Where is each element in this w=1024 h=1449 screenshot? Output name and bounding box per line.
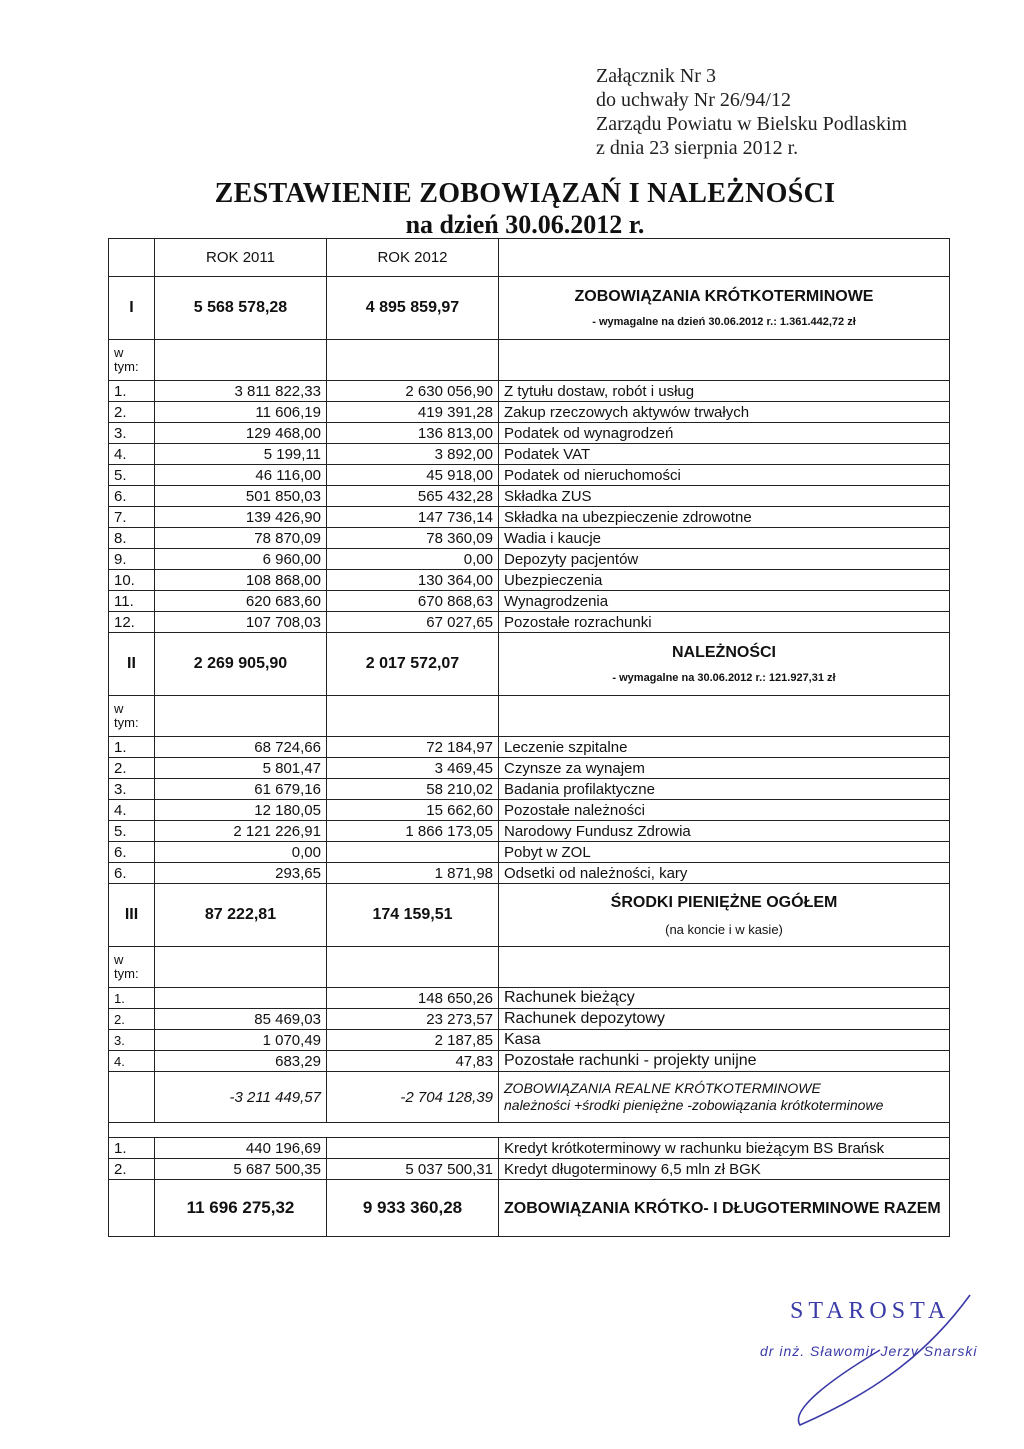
receivables-label: NALEŻNOŚCI xyxy=(672,644,776,661)
row-value-2011: 46 116,00 xyxy=(155,465,327,486)
row-number: 1. xyxy=(109,381,155,402)
table-row xyxy=(109,444,950,465)
credit-value-2011: 440 196,69 xyxy=(155,1138,327,1159)
row-value-2012: 23 273,57 xyxy=(327,1009,499,1030)
row-number: 1. xyxy=(109,737,155,758)
row-label: Wynagrodzenia xyxy=(499,591,950,612)
cash-wtym-empty-1 xyxy=(155,947,327,988)
cash-summary-row xyxy=(109,884,950,947)
table-row xyxy=(109,381,950,402)
spacer-row xyxy=(109,1123,950,1138)
row-value-2012: 0,00 xyxy=(327,549,499,570)
liabilities-label-cell xyxy=(499,277,950,340)
header-row xyxy=(109,239,950,277)
stamp-name: dr inż. Sławomir Jerzy Snarski xyxy=(760,1343,978,1359)
table-row xyxy=(109,486,950,507)
header-empty-cell xyxy=(109,239,155,277)
table-row xyxy=(109,549,950,570)
row-value-2011: 85 469,03 xyxy=(155,1009,327,1030)
receivables-roman: II xyxy=(109,633,155,696)
document-date-title: na dzień 30.06.2012 r. xyxy=(405,210,645,239)
table-row xyxy=(109,800,950,821)
spacer-cell xyxy=(109,1123,950,1138)
row-value-2012: 47,83 xyxy=(327,1051,499,1072)
table-row xyxy=(109,988,950,1009)
row-number: 1. xyxy=(109,988,155,1009)
table-row xyxy=(109,528,950,549)
row-value-2011: 139 426,90 xyxy=(155,507,327,528)
row-number: 5. xyxy=(109,465,155,486)
credit-number: 2. xyxy=(109,1159,155,1180)
row-label: Pozostałe należności xyxy=(499,800,950,821)
liabilities-total-2011: 5 568 578,28 xyxy=(155,277,327,340)
row-value-2012: 2 187,85 xyxy=(327,1030,499,1051)
row-value-2011 xyxy=(155,988,327,1009)
receivables-wtym-label: w tym: xyxy=(109,696,155,737)
row-number: 3. xyxy=(109,1030,155,1051)
row-value-2011: 1 070,49 xyxy=(155,1030,327,1051)
row-value-2012: 1 866 173,05 xyxy=(327,821,499,842)
liabilities-table xyxy=(108,238,950,1237)
row-value-2011: 11 606,19 xyxy=(155,402,327,423)
credit-value-2011: 5 687 500,35 xyxy=(155,1159,327,1180)
row-number: 2. xyxy=(109,758,155,779)
row-label: Czynsze za wynajem xyxy=(499,758,950,779)
receivables-wtym-empty-1 xyxy=(155,696,327,737)
net-liabilities-row xyxy=(109,1072,950,1123)
row-number: 4. xyxy=(109,1051,155,1072)
table-row xyxy=(109,779,950,800)
receivables-summary-row xyxy=(109,633,950,696)
row-value-2011: 0,00 xyxy=(155,842,327,863)
row-value-2012: 670 868,63 xyxy=(327,591,499,612)
liabilities-summary-row xyxy=(109,277,950,340)
row-number: 4. xyxy=(109,800,155,821)
row-value-2012 xyxy=(327,842,499,863)
row-label: Pozostałe rozrachunki xyxy=(499,612,950,633)
row-label: Pobyt w ZOL xyxy=(499,842,950,863)
row-value-2011: 5 199,11 xyxy=(155,444,327,465)
table-row xyxy=(109,737,950,758)
attachment-header xyxy=(596,64,996,160)
table-row xyxy=(109,842,950,863)
row-value-2011: 107 708,03 xyxy=(155,612,327,633)
row-label: Składka na ubezpieczenie zdrowotne xyxy=(499,507,950,528)
table-row xyxy=(109,1009,950,1030)
liabilities-wtym-empty-1 xyxy=(155,340,327,381)
net-label: ZOBOWIĄZANIA REALNE KRÓTKOTERMINOWE xyxy=(504,1080,821,1096)
row-value-2011: 293,65 xyxy=(155,863,327,884)
cash-total-2012: 174 159,51 xyxy=(327,884,499,947)
row-number: 2. xyxy=(109,402,155,423)
liabilities-sublabel: - wymagalne na dzień 30.06.2012 r.: 1.361.442,72 zł xyxy=(592,316,856,328)
row-value-2011: 68 724,66 xyxy=(155,737,327,758)
receivables-label-cell xyxy=(499,633,950,696)
receivables-wtym-empty-2 xyxy=(327,696,499,737)
cash-wtym-row xyxy=(109,947,950,988)
net-sublabel: należności +środki pieniężne -zobowiązania krótkoterminowe xyxy=(504,1097,884,1113)
row-value-2012: 130 364,00 xyxy=(327,570,499,591)
cash-label-cell xyxy=(499,884,950,947)
cash-label: ŚRODKI PIENIĘŻNE OGÓŁEM xyxy=(610,893,838,911)
liabilities-roman: I xyxy=(109,277,155,340)
table-row xyxy=(109,758,950,779)
row-label: Ubezpieczenia xyxy=(499,570,950,591)
row-value-2012: 136 813,00 xyxy=(327,423,499,444)
header-2012: ROK 2012 xyxy=(327,239,499,277)
row-number: 10. xyxy=(109,570,155,591)
row-label: Rachunek depozytowy xyxy=(499,1009,950,1030)
row-number: 6. xyxy=(109,863,155,884)
row-value-2012: 147 736,14 xyxy=(327,507,499,528)
net-value-2011: -3 211 449,57 xyxy=(155,1072,327,1123)
row-label: Pozostałe rachunki - projekty unijne xyxy=(499,1051,950,1072)
liabilities-wtym-label: w tym: xyxy=(109,340,155,381)
receivables-total-2012: 2 017 572,07 xyxy=(327,633,499,696)
row-value-2012: 565 432,28 xyxy=(327,486,499,507)
attachment-line-3: Zarządu Powiatu w Bielsku Podlaskim xyxy=(596,113,908,135)
row-label: Z tytułu dostaw, robót i usług xyxy=(499,381,950,402)
table-row xyxy=(109,402,950,423)
row-value-2012: 45 918,00 xyxy=(327,465,499,486)
row-value-2011: 2 121 226,91 xyxy=(155,821,327,842)
net-empty-cell xyxy=(109,1072,155,1123)
attachment-line-1: Załącznik Nr 3 xyxy=(596,65,716,87)
liabilities-wtym-empty-2 xyxy=(327,340,499,381)
row-value-2012: 2 630 056,90 xyxy=(327,381,499,402)
header-2011: ROK 2011 xyxy=(155,239,327,277)
row-label: Narodowy Fundusz Zdrowia xyxy=(499,821,950,842)
row-number: 3. xyxy=(109,423,155,444)
credit-label: Kredyt długoterminowy 6,5 mln zł BGK xyxy=(499,1159,950,1180)
row-value-2012: 58 210,02 xyxy=(327,779,499,800)
credit-row xyxy=(109,1138,950,1159)
row-value-2011: 129 468,00 xyxy=(155,423,327,444)
credit-row xyxy=(109,1159,950,1180)
receivables-sublabel: - wymagalne na 30.06.2012 r.: 121.927,31 zł xyxy=(612,672,836,684)
row-value-2011: 501 850,03 xyxy=(155,486,327,507)
row-value-2012: 148 650,26 xyxy=(327,988,499,1009)
row-value-2011: 683,29 xyxy=(155,1051,327,1072)
table-row xyxy=(109,591,950,612)
row-value-2011: 6 960,00 xyxy=(155,549,327,570)
row-number: 12. xyxy=(109,612,155,633)
total-value-2011: 11 696 275,32 xyxy=(155,1180,327,1237)
row-value-2012: 3 892,00 xyxy=(327,444,499,465)
total-row xyxy=(109,1180,950,1237)
table-row xyxy=(109,507,950,528)
table-row xyxy=(109,863,950,884)
row-label: Leczenie szpitalne xyxy=(499,737,950,758)
table-row xyxy=(109,612,950,633)
row-value-2012: 3 469,45 xyxy=(327,758,499,779)
liabilities-total-2012: 4 895 859,97 xyxy=(327,277,499,340)
stamp-title: STAROSTA xyxy=(790,1298,951,1324)
header-label-cell xyxy=(499,239,950,277)
table-row xyxy=(109,1030,950,1051)
row-number: 5. xyxy=(109,821,155,842)
table-row xyxy=(109,465,950,486)
row-value-2012: 1 871,98 xyxy=(327,863,499,884)
row-label: Zakup rzeczowych aktywów trwałych xyxy=(499,402,950,423)
row-value-2012: 72 184,97 xyxy=(327,737,499,758)
row-number: 3. xyxy=(109,779,155,800)
total-label: ZOBOWIĄZANIA KRÓTKO- I DŁUGOTERMINOWE RAZEM xyxy=(499,1180,950,1237)
receivables-total-2011: 2 269 905,90 xyxy=(155,633,327,696)
row-number: 6. xyxy=(109,842,155,863)
row-value-2011: 3 811 822,33 xyxy=(155,381,327,402)
row-label: Badania profilaktyczne xyxy=(499,779,950,800)
document-title: ZESTAWIENIE ZOBOWIĄZAŃ I NALEŻNOŚCI xyxy=(214,178,836,209)
liabilities-label: ZOBOWIĄZANIA KRÓTKOTERMINOWE xyxy=(574,288,874,305)
row-label: Podatek od wynagrodzeń xyxy=(499,423,950,444)
credit-value-2012: 5 037 500,31 xyxy=(327,1159,499,1180)
total-value-2012: 9 933 360,28 xyxy=(327,1180,499,1237)
row-label: Podatek od nieruchomości xyxy=(499,465,950,486)
table-row xyxy=(109,821,950,842)
table-row xyxy=(109,1051,950,1072)
row-value-2012: 67 027,65 xyxy=(327,612,499,633)
row-number: 8. xyxy=(109,528,155,549)
row-label: Składka ZUS xyxy=(499,486,950,507)
row-value-2011: 12 180,05 xyxy=(155,800,327,821)
row-number: 11. xyxy=(109,591,155,612)
row-label: Depozyty pacjentów xyxy=(499,549,950,570)
net-value-2012: -2 704 128,39 xyxy=(327,1072,499,1123)
receivables-wtym-row xyxy=(109,696,950,737)
liabilities-wtym-empty-3 xyxy=(499,340,950,381)
row-value-2012: 78 360,09 xyxy=(327,528,499,549)
table-row xyxy=(109,570,950,591)
total-empty-cell xyxy=(109,1180,155,1237)
row-label: Kasa xyxy=(499,1030,950,1051)
row-label: Podatek VAT xyxy=(499,444,950,465)
row-label: Odsetki od należności, kary xyxy=(499,863,950,884)
liabilities-wtym-row xyxy=(109,340,950,381)
table-row xyxy=(109,423,950,444)
credit-number: 1. xyxy=(109,1138,155,1159)
attachment-line-4: z dnia 23 sierpnia 2012 r. xyxy=(596,137,799,159)
row-number: 6. xyxy=(109,486,155,507)
cash-wtym-empty-3 xyxy=(499,947,950,988)
row-label: Wadia i kaucje xyxy=(499,528,950,549)
row-value-2011: 620 683,60 xyxy=(155,591,327,612)
row-value-2011: 5 801,47 xyxy=(155,758,327,779)
cash-wtym-label: w tym: xyxy=(109,947,155,988)
row-value-2012: 419 391,28 xyxy=(327,402,499,423)
row-number: 9. xyxy=(109,549,155,570)
cash-wtym-empty-2 xyxy=(327,947,499,988)
row-number: 2. xyxy=(109,1009,155,1030)
row-value-2011: 108 868,00 xyxy=(155,570,327,591)
cash-sublabel: (na koncie i w kasie) xyxy=(665,921,783,937)
credit-label: Kredyt krótkoterminowy w rachunku bieżącym BS Brańsk xyxy=(499,1138,950,1159)
row-label: Rachunek bieżący xyxy=(499,988,950,1009)
row-value-2012: 15 662,60 xyxy=(327,800,499,821)
cash-total-2011: 87 222,81 xyxy=(155,884,327,947)
net-label-cell xyxy=(499,1072,950,1123)
row-value-2011: 78 870,09 xyxy=(155,528,327,549)
attachment-line-2: do uchwały Nr 26/94/12 xyxy=(596,89,791,111)
credit-value-2012 xyxy=(327,1138,499,1159)
row-number: 4. xyxy=(109,444,155,465)
row-value-2011: 61 679,16 xyxy=(155,779,327,800)
receivables-wtym-empty-3 xyxy=(499,696,950,737)
cash-roman: III xyxy=(109,884,155,947)
row-number: 7. xyxy=(109,507,155,528)
